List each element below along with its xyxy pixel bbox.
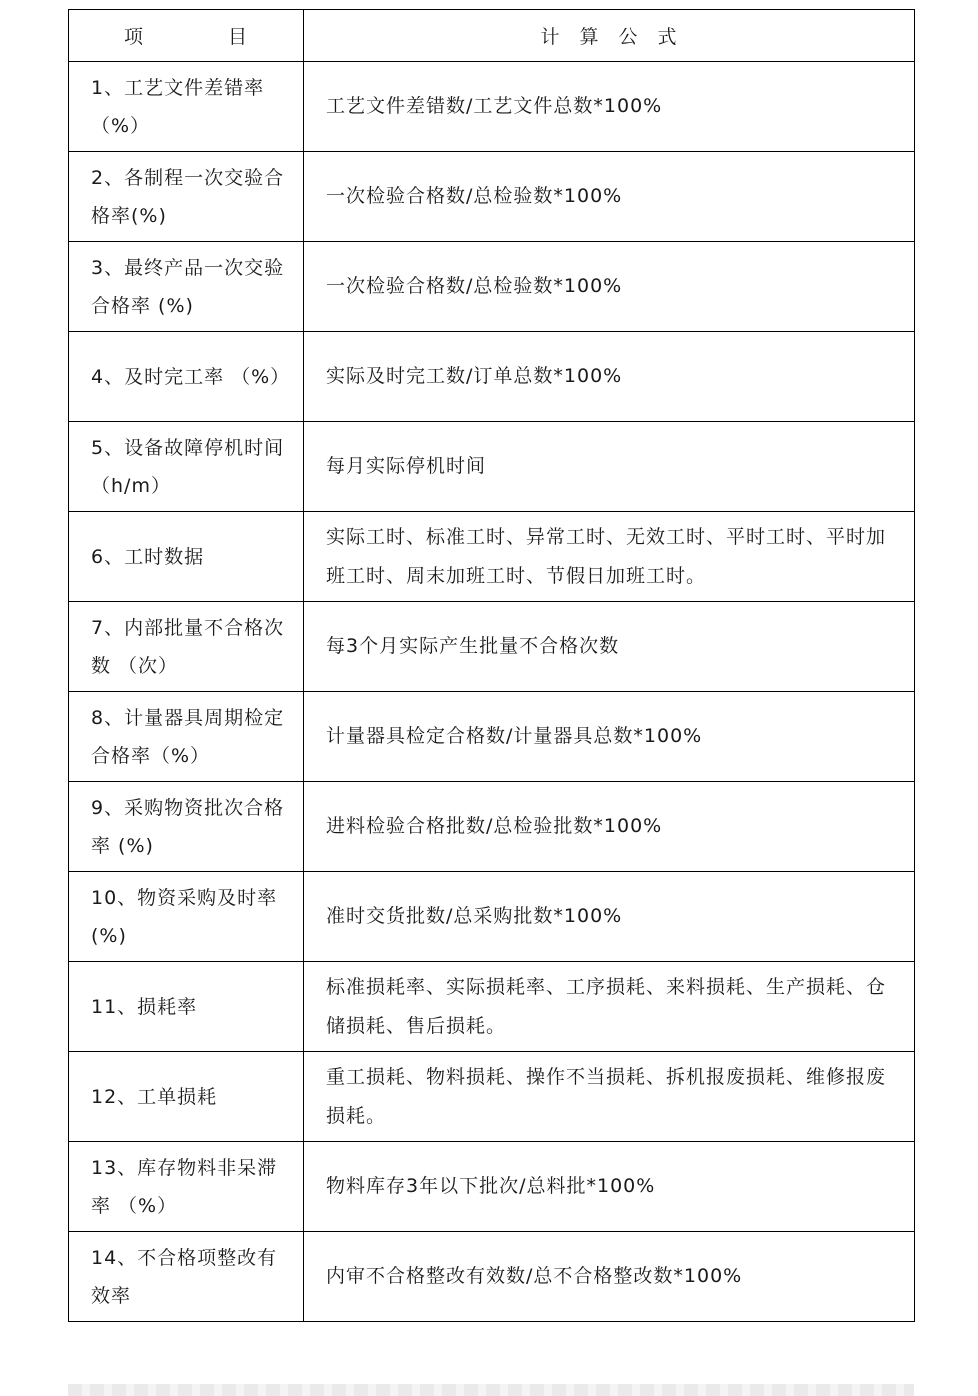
header-item-part2: 目 [228,26,249,48]
formula-cell: 一次检验合格数/总检验数*100% [304,242,915,332]
table-row [69,962,915,1052]
item-cell: 1、工艺文件差错率 （%） [69,62,304,152]
table-row [69,872,915,962]
formula-cell: 内审不合格整改有效数/总不合格整改数*100% [304,1232,915,1322]
item-cell: 14、不合格项整改有效率 [69,1232,304,1322]
formula-cell: 物料库存3年以下批次/总料批*100% [304,1142,915,1232]
item-cell: 8、计量器具周期检定合格率（%） [69,692,304,782]
item-cell: 2、各制程一次交验合格率(%) [69,152,304,242]
table-row [69,1232,915,1322]
item-cell: 10、物资采购及时率 (%) [69,872,304,962]
item-cell: 4、及时完工率 （%） [69,332,304,422]
formula-cell: 进料检验合格批数/总检验批数*100% [304,782,915,872]
header-item-part1: 项 [123,26,144,48]
table-row [69,512,915,602]
table-row [69,1142,915,1232]
item-cell: 9、采购物资批次合格率 (%) [69,782,304,872]
formula-cell: 准时交货批数/总采购批数*100% [304,872,915,962]
item-cell: 5、设备故障停机时间 （h/m） [69,422,304,512]
formula-cell: 工艺文件差错数/工艺文件总数*100% [304,62,915,152]
formula-cell: 重工损耗、物料损耗、操作不当损耗、拆机报废损耗、维修报废损耗。 [304,1052,915,1142]
formula-cell: 实际工时、标准工时、异常工时、无效工时、平时工时、平时加班工时、周末加班工时、节假日加班工时。 [304,512,915,602]
table-row [69,152,915,242]
item-cell: 7、内部批量不合格次数 （次） [69,602,304,692]
table-row [69,242,915,332]
cropped-next-line [68,1384,914,1396]
item-cell: 12、工单损耗 [69,1052,304,1142]
table-header-row [69,10,915,62]
table-row [69,422,915,512]
table-row [69,62,915,152]
formula-cell: 每3个月实际产生批量不合格次数 [304,602,915,692]
table-row [69,692,915,782]
item-cell: 6、工时数据 [69,512,304,602]
header-formula: 计 算 公 式 [304,10,915,62]
item-cell: 3、最终产品一次交验合格率 (%) [69,242,304,332]
item-cell: 13、库存物料非呆滞率 （%） [69,1142,304,1232]
table-row [69,332,915,422]
formula-cell: 计量器具检定合格数/计量器具总数*100% [304,692,915,782]
table-row [69,782,915,872]
formula-cell: 一次检验合格数/总检验数*100% [304,152,915,242]
item-cell: 11、损耗率 [69,962,304,1052]
formula-cell: 每月实际停机时间 [304,422,915,512]
kpi-formula-table [68,9,915,1322]
table-row [69,602,915,692]
table-row [69,1052,915,1142]
formula-cell: 实际及时完工数/订单总数*100% [304,332,915,422]
formula-cell: 标准损耗率、实际损耗率、工序损耗、来料损耗、生产损耗、仓储损耗、售后损耗。 [304,962,915,1052]
header-item [69,10,304,62]
